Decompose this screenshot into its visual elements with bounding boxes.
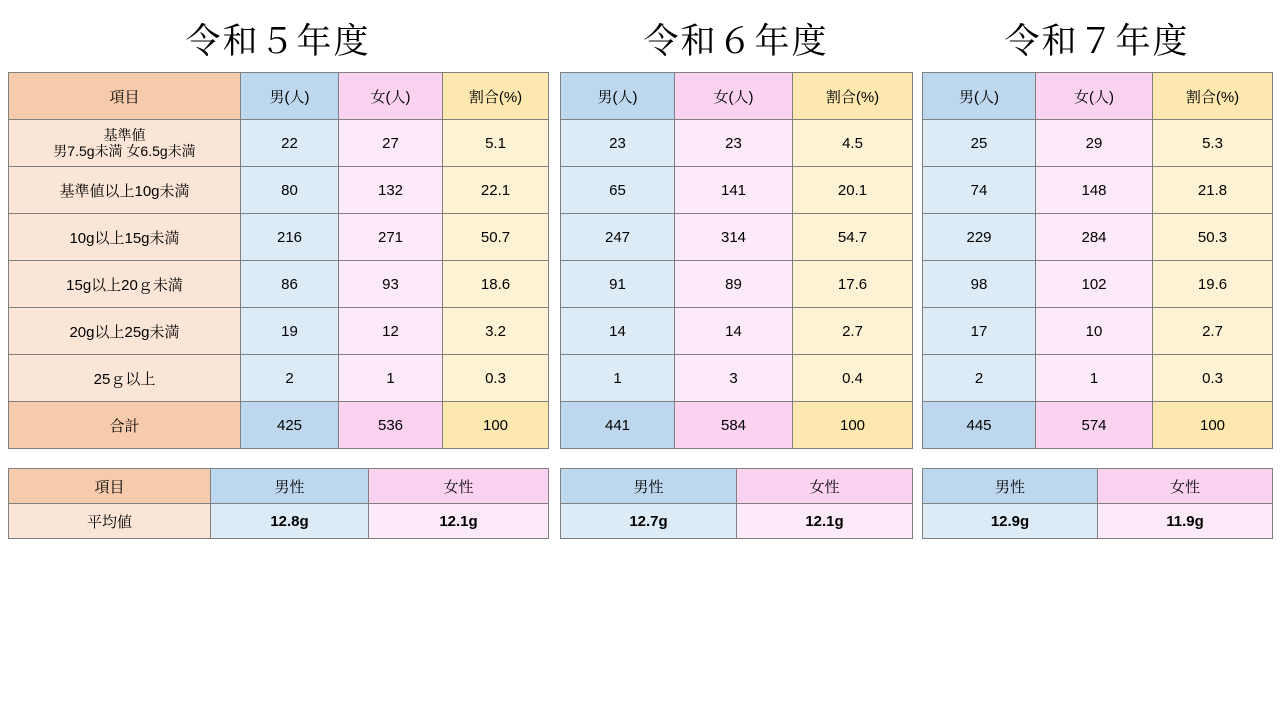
table-row — [9, 214, 549, 261]
cell-female: 14 — [675, 308, 793, 355]
cell-female: 27 — [339, 120, 443, 167]
average-header-row — [9, 469, 549, 504]
table-header-row — [9, 73, 549, 120]
table-row — [561, 214, 913, 261]
frequency-table — [922, 72, 1273, 449]
panel-reiwa-7 — [922, 0, 1272, 539]
table-row — [923, 308, 1273, 355]
average-label: 平均値 — [9, 504, 211, 539]
column-header-percent: 割合(%) — [1153, 73, 1273, 120]
panel-title: 令和７年度 — [1004, 22, 1190, 61]
cell-male: 216 — [241, 214, 339, 261]
total-male: 445 — [923, 402, 1036, 449]
cell-percent: 18.6 — [443, 261, 549, 308]
column-header-item: 項目 — [9, 73, 241, 120]
table-row — [923, 214, 1273, 261]
cell-female: 284 — [1036, 214, 1153, 261]
panel-title: 令和６年度 — [643, 22, 829, 61]
cell-percent: 2.7 — [793, 308, 913, 355]
average-table — [922, 468, 1273, 539]
cell-female: 10 — [1036, 308, 1153, 355]
cell-male: 229 — [923, 214, 1036, 261]
cell-female: 271 — [339, 214, 443, 261]
table-header-row — [923, 73, 1273, 120]
cell-male: 91 — [561, 261, 675, 308]
panel-reiwa-6 — [560, 0, 912, 539]
row-label-line2: 男7.5g未満 女6.5g未満 — [53, 143, 196, 159]
cell-percent: 17.6 — [793, 261, 913, 308]
column-header-female: 女(人) — [1036, 73, 1153, 120]
cell-male: 1 — [561, 355, 675, 402]
table-row — [923, 261, 1273, 308]
total-female: 584 — [675, 402, 793, 449]
column-header-percent: 割合(%) — [793, 73, 913, 120]
table-row — [561, 120, 913, 167]
cell-male: 247 — [561, 214, 675, 261]
column-header-male: 男(人) — [241, 73, 339, 120]
frequency-table — [560, 72, 913, 449]
cell-female: 89 — [675, 261, 793, 308]
average-female-value: 12.1g — [369, 504, 549, 539]
cell-female: 23 — [675, 120, 793, 167]
cell-female: 1 — [1036, 355, 1153, 402]
total-percent: 100 — [1153, 402, 1273, 449]
average-female-value: 11.9g — [1098, 504, 1273, 539]
total-female: 536 — [339, 402, 443, 449]
cell-female: 93 — [339, 261, 443, 308]
total-female: 574 — [1036, 402, 1153, 449]
cell-male: 2 — [923, 355, 1036, 402]
table-row — [923, 355, 1273, 402]
column-header-percent: 割合(%) — [443, 73, 549, 120]
average-value-row — [923, 504, 1273, 539]
total-male: 441 — [561, 402, 675, 449]
table-row — [923, 167, 1273, 214]
cell-male: 65 — [561, 167, 675, 214]
row-label: 基準値以上10g未満 — [9, 167, 241, 214]
cell-male: 14 — [561, 308, 675, 355]
average-male-value: 12.7g — [561, 504, 737, 539]
cell-male: 2 — [241, 355, 339, 402]
cell-female: 29 — [1036, 120, 1153, 167]
cell-female: 132 — [339, 167, 443, 214]
cell-female: 102 — [1036, 261, 1153, 308]
cell-female: 141 — [675, 167, 793, 214]
column-header-male: 男(人) — [561, 73, 675, 120]
row-label: 10g以上15g未満 — [9, 214, 241, 261]
average-header-male: 男性 — [923, 469, 1098, 504]
average-table — [8, 468, 549, 539]
average-header-female: 女性 — [737, 469, 913, 504]
table-total-row — [923, 402, 1273, 449]
cell-female: 12 — [339, 308, 443, 355]
table-row — [923, 120, 1273, 167]
row-label: 20g以上25g未満 — [9, 308, 241, 355]
table-total-row — [561, 402, 913, 449]
cell-female: 3 — [675, 355, 793, 402]
cell-male: 80 — [241, 167, 339, 214]
cell-percent: 3.2 — [443, 308, 549, 355]
table-row — [9, 261, 549, 308]
row-label-line1: 基準値 — [103, 126, 146, 143]
table-row — [9, 355, 549, 402]
average-male-value: 12.8g — [211, 504, 369, 539]
average-female-value: 12.1g — [737, 504, 913, 539]
average-header-row — [561, 469, 913, 504]
cell-male: 17 — [923, 308, 1036, 355]
average-header-item: 項目 — [9, 469, 211, 504]
column-header-female: 女(人) — [675, 73, 793, 120]
cell-male: 22 — [241, 120, 339, 167]
cell-male: 74 — [923, 167, 1036, 214]
total-percent: 100 — [793, 402, 913, 449]
table-row — [561, 261, 913, 308]
cell-percent: 0.3 — [1153, 355, 1273, 402]
cell-male: 19 — [241, 308, 339, 355]
cell-female: 1 — [339, 355, 443, 402]
table-row — [9, 120, 549, 167]
column-header-female: 女(人) — [339, 73, 443, 120]
cell-female: 148 — [1036, 167, 1153, 214]
average-header-row — [923, 469, 1273, 504]
row-label: 15g以上20ｇ未満 — [9, 261, 241, 308]
average-header-female: 女性 — [1098, 469, 1273, 504]
cell-percent: 22.1 — [443, 167, 549, 214]
average-value-row — [561, 504, 913, 539]
cell-percent: 50.7 — [443, 214, 549, 261]
cell-percent: 5.3 — [1153, 120, 1273, 167]
table-row — [9, 308, 549, 355]
frequency-table — [8, 72, 549, 449]
cell-male: 86 — [241, 261, 339, 308]
table-row — [9, 167, 549, 214]
cell-percent: 20.1 — [793, 167, 913, 214]
cell-percent: 4.5 — [793, 120, 913, 167]
cell-male: 98 — [923, 261, 1036, 308]
cell-percent: 19.6 — [1153, 261, 1273, 308]
cell-percent: 21.8 — [1153, 167, 1273, 214]
cell-male: 23 — [561, 120, 675, 167]
average-header-male: 男性 — [211, 469, 369, 504]
cell-percent: 2.7 — [1153, 308, 1273, 355]
cell-male: 25 — [923, 120, 1036, 167]
table-header-row — [561, 73, 913, 120]
total-male: 425 — [241, 402, 339, 449]
table-row — [561, 355, 913, 402]
cell-percent: 0.4 — [793, 355, 913, 402]
cell-percent: 54.7 — [793, 214, 913, 261]
cell-percent: 0.3 — [443, 355, 549, 402]
row-label: 25ｇ以上 — [9, 355, 241, 402]
cell-percent: 50.3 — [1153, 214, 1273, 261]
table-total-row — [9, 402, 549, 449]
panel-reiwa-5 — [8, 0, 548, 539]
row-label — [9, 120, 241, 167]
total-label: 合計 — [9, 402, 241, 449]
average-table — [560, 468, 913, 539]
average-value-row — [9, 504, 549, 539]
cell-percent: 5.1 — [443, 120, 549, 167]
table-row — [561, 167, 913, 214]
panel-title: 令和５年度 — [185, 22, 371, 61]
average-header-male: 男性 — [561, 469, 737, 504]
average-male-value: 12.9g — [923, 504, 1098, 539]
total-percent: 100 — [443, 402, 549, 449]
cell-female: 314 — [675, 214, 793, 261]
table-row — [561, 308, 913, 355]
average-header-female: 女性 — [369, 469, 549, 504]
column-header-male: 男(人) — [923, 73, 1036, 120]
